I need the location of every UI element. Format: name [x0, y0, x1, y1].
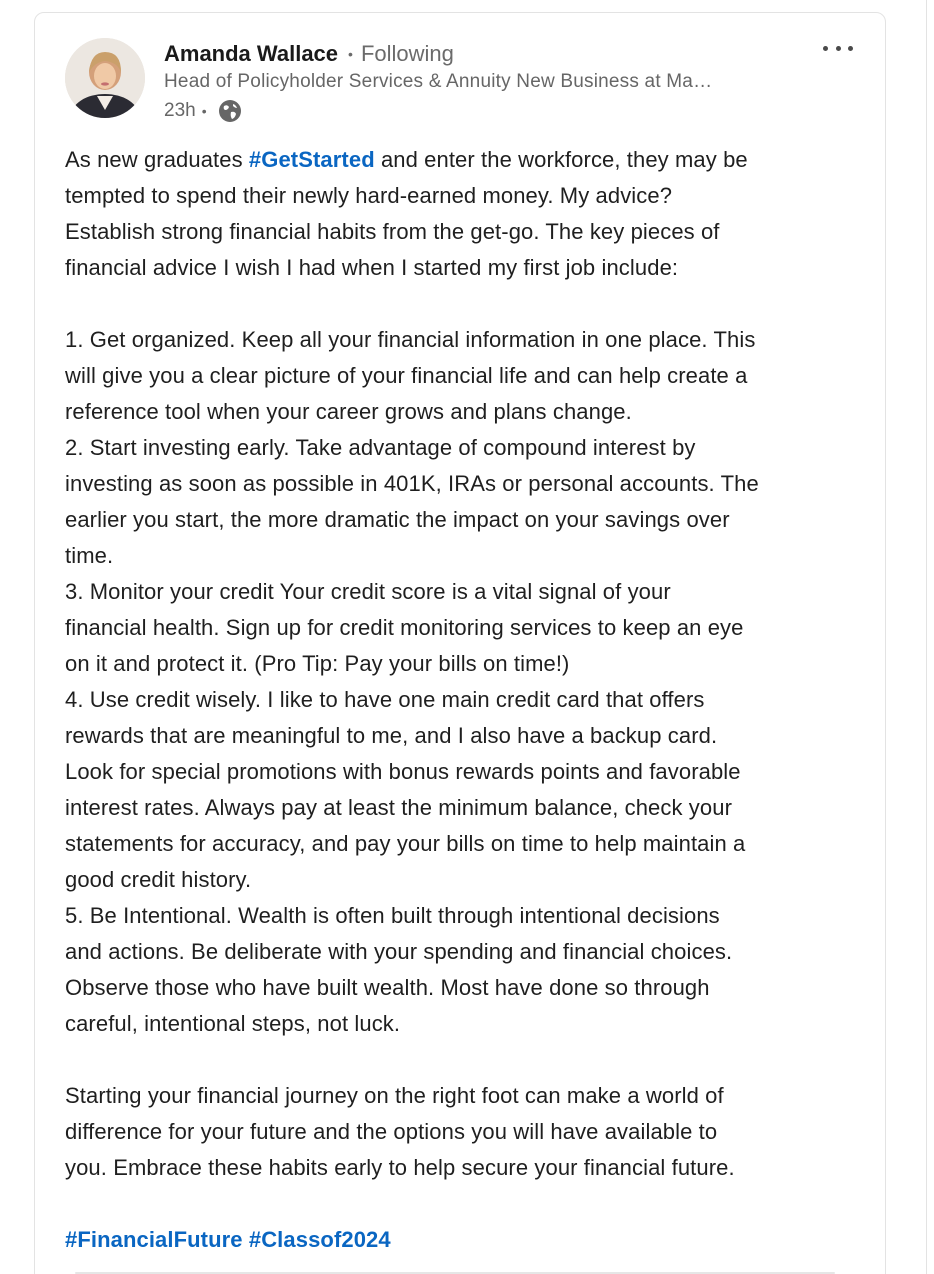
hashtag-link[interactable]: #FinancialFuture: [65, 1227, 243, 1252]
post-line: you. Embrace these habits early to help secure your financial future.: [65, 1155, 735, 1180]
author-avatar[interactable]: [65, 38, 145, 118]
more-options-icon[interactable]: [823, 39, 853, 57]
post-line: Observe those who have built wealth. Most have done so through: [65, 975, 710, 1000]
post-line: earlier you start, the more dramatic the impact on your savings over: [65, 507, 730, 532]
post-line: careful, intentional steps, not luck.: [65, 1011, 401, 1036]
post-line: investing as soon as possible in 401K, IRAs or personal accounts. The: [65, 471, 759, 496]
author-name-row: [164, 39, 454, 69]
post-line: 5. Be Intentional. Wealth is often built through intentional decisions: [65, 903, 720, 928]
separator-dot: •: [348, 46, 353, 62]
post-line: Look for special promotions with bonus rewards points and favorable: [65, 759, 741, 784]
closing-hashtags: [65, 1222, 865, 1258]
post-line: and actions. Be deliberate with your spending and financial choices.: [65, 939, 733, 964]
post-line: rewards that are meaningful to me, and I also have a backup card.: [65, 723, 718, 748]
post-line: Establish strong financial habits from the get-go. The key pieces of: [65, 219, 720, 244]
author-headline: Head of Policyholder Services & Annuity New Business at Ma…: [164, 71, 713, 92]
dot: [848, 46, 853, 51]
post-line: will give you a clear picture of your financial life and can help create a: [65, 363, 748, 388]
post-line: on it and protect it. (Pro Tip: Pay your bills on time!): [65, 651, 570, 676]
adjacent-panel-edge: [926, 0, 934, 1274]
post-line: statements for accuracy, and pay your bills on time to help maintain a: [65, 831, 746, 856]
dot: [823, 46, 828, 51]
post-line: interest rates. Always pay at least the minimum balance, check your: [65, 795, 733, 820]
hashtag-link[interactable]: #Classof2024: [248, 1227, 391, 1252]
post-line: tempted to spend their newly hard-earned money. My advice?: [65, 183, 673, 208]
hashtag-link[interactable]: #GetStarted: [248, 147, 375, 172]
post-line: good credit history.: [65, 867, 252, 892]
follow-status[interactable]: Following: [360, 41, 454, 66]
post-blank-line: [65, 1186, 865, 1222]
post-line: 3. Monitor your credit Your credit score is a vital signal of your: [65, 579, 671, 604]
post-text: [65, 142, 865, 1258]
post-line: [65, 142, 865, 178]
post-blank-line: [65, 1042, 865, 1078]
post-line: time.: [65, 543, 114, 568]
dot: [836, 46, 841, 51]
meta-separator: •: [201, 103, 207, 119]
author-name[interactable]: Amanda Wallace: [164, 41, 339, 66]
feed-post-card: [34, 12, 886, 1274]
post-time: 23h: [164, 100, 196, 121]
post-line: Starting your financial journey on the right foot can make a world of: [65, 1083, 724, 1108]
intro-text: and enter the workforce, they may be: [374, 147, 748, 172]
post-line: difference for your future and the options you will have available to: [65, 1119, 718, 1144]
post-line: financial health. Sign up for credit monitoring services to keep an eye: [65, 615, 744, 640]
post-line: reference tool when your career grows and plans change.: [65, 399, 632, 424]
post-line: 2. Start investing early. Take advantage of compound interest by: [65, 435, 696, 460]
intro-text: As new graduates: [65, 147, 249, 172]
post-line: financial advice I wish I had when I started my first job include:: [65, 255, 679, 280]
post-line: 1. Get organized. Keep all your financial information in one place. This: [65, 327, 756, 352]
post-meta: [164, 97, 243, 125]
post-line: 4. Use credit wisely. I like to have one main credit card that offers: [65, 687, 705, 712]
avatar-photo: [65, 38, 145, 118]
globe-icon: [217, 98, 243, 124]
post-blank-line: [65, 286, 865, 322]
